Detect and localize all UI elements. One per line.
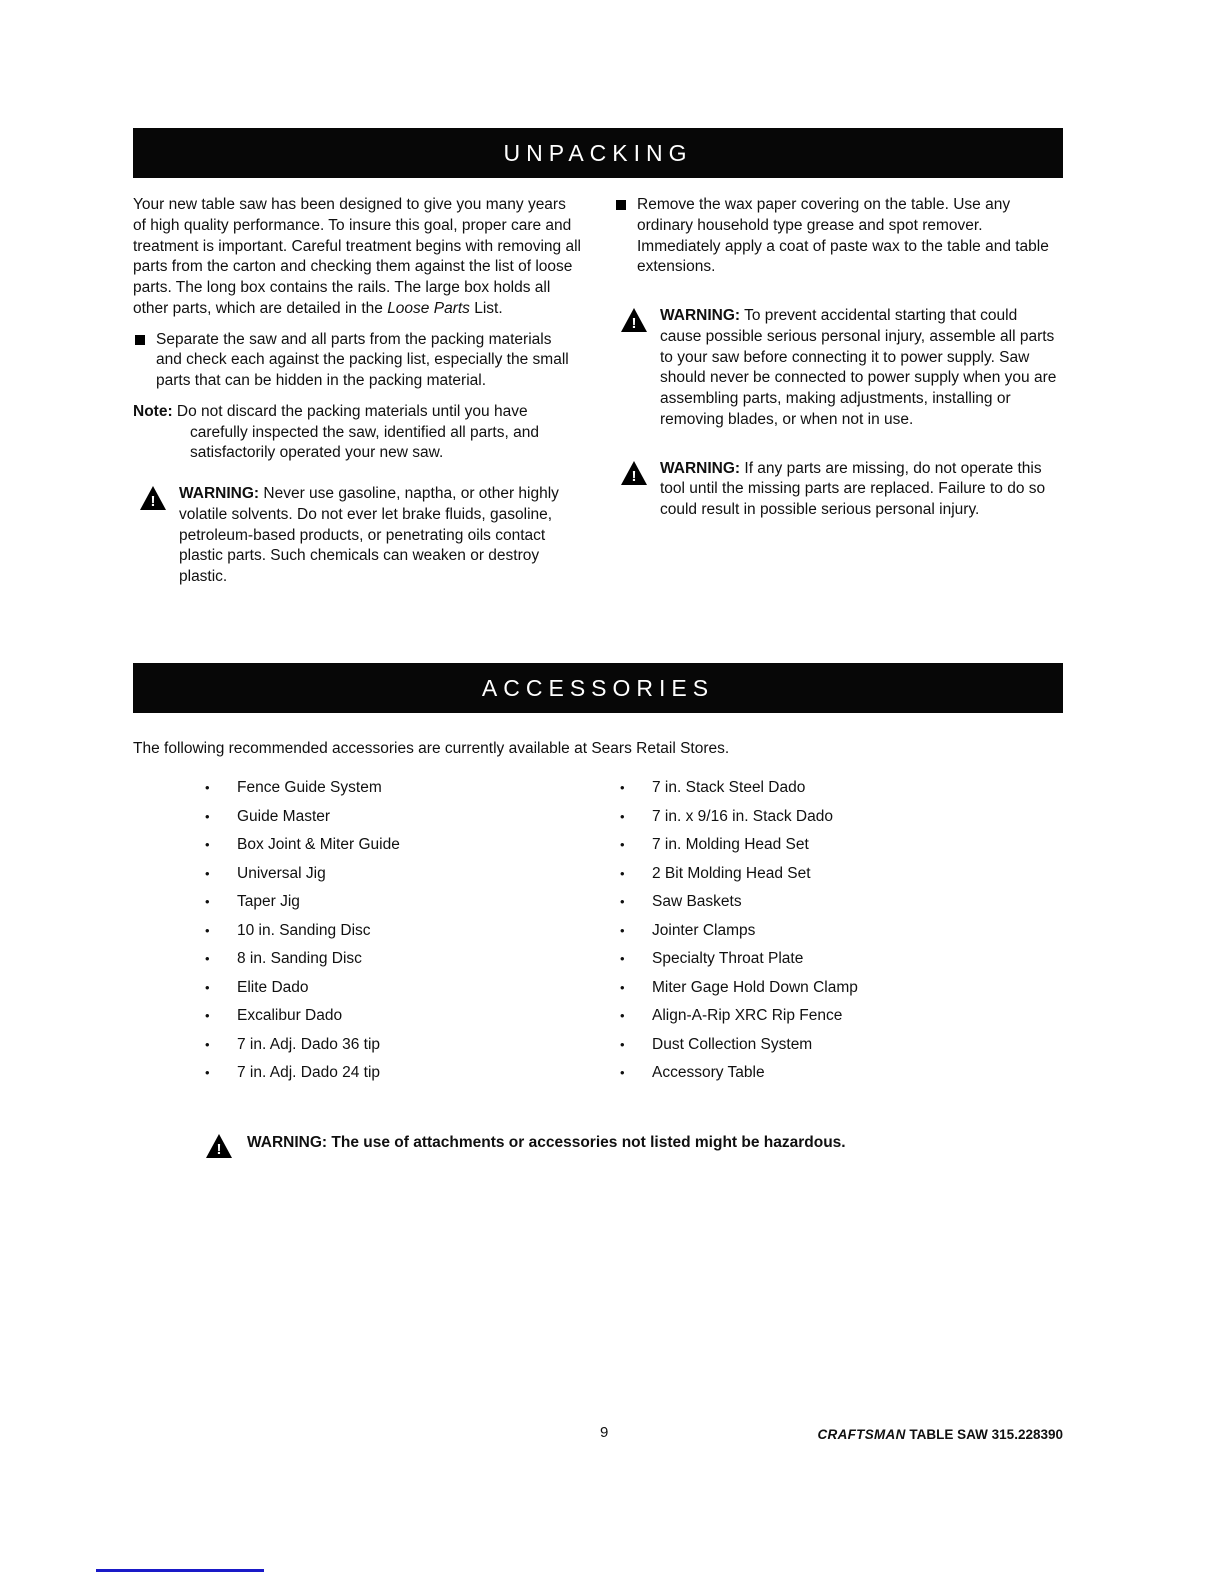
list-item-label: Taper Jig [237,893,300,910]
dot-bullet-icon: • [205,865,210,881]
list-item-label: Guide Master [237,807,331,825]
unpacking-right-column [614,195,1062,663]
list-item [620,803,858,832]
warning-accidental-starting [614,306,1062,431]
list-item-label: Specialty Throat Plate [652,950,804,967]
list-item-label: 7 in. Adj. Dado 36 tip [237,1035,381,1053]
intro-text-before: Your new table saw has been designed to give you many years of high quality performance. To insure this goal, proper care and treatment is important. Careful treatment begins with removing all parts from the carton and checking them against the list of loose parts. The long box contains the rails. The large box holds all other parts, which are detailed in the [133,196,581,317]
list-item-label: 7 in. Adj. Dado 24 tip [237,1064,381,1081]
list-item [205,803,581,832]
warning-triangle-icon [205,1133,233,1159]
dot-bullet-icon: • [620,922,625,938]
list-item [620,917,858,946]
dot-bullet-icon: • [620,1065,625,1080]
list-item-label: 10 in. Sanding Disc [237,921,371,939]
unpacking-left-column [133,195,581,663]
dot-bullet-icon: • [205,837,210,852]
list-item [205,860,581,889]
warning-missing-parts [614,459,1062,521]
unpacking-bullet-separate [133,330,581,392]
list-item-label: Excalibur Dado [237,1007,343,1024]
list-item [205,945,581,974]
list-item-label: Saw Baskets [652,893,742,910]
dot-bullet-icon: • [205,1065,210,1080]
warning-text: To prevent accidental starting that could cause possible serious personal injury, assemble all parts to your saw before connecting it to power supply. Saw should never be connected to power supply when you are assembling parts, making adjustments, installing or removing blades, or when not in use. [660,307,1057,428]
bullet-text: Separate the saw and all parts from the packing materials and check each against the packing list, especially the small parts that can be hidden in the packing material. [156,330,569,390]
warning-text: If any parts are missing, do not operate this tool until the missing parts are replaced. Failure to do so could result in possible serious personal injury. [660,459,1046,519]
dot-bullet-icon: • [620,894,625,909]
list-item-label: Dust Collection System [652,1035,813,1053]
unpacking-note [133,402,581,464]
list-item-label: Box Joint & Miter Guide [237,836,400,853]
warning-triangle-icon [620,307,648,333]
list-item-label: Elite Dado [237,978,309,996]
list-item [620,945,858,974]
list-item [620,1031,858,1060]
unpacking-bullet-wax [614,195,1062,278]
list-item-label: 7 in. Molding Head Set [652,836,809,853]
warning-text: Never use gasoline, naptha, or other highly volatile solvents. Do not ever let brake fluids, gasoline, petroleum-based products, or penetrating oils contact plastic parts. Such chemicals can weaken or destroy plastic. [179,485,559,586]
accessories-list-left [205,774,581,1088]
dot-bullet-icon: • [205,979,210,995]
bullet-text: Remove the wax paper covering on the table. Use any ordinary household type grease and spot remover. Immediately apply a coat of paste wax to the table and table extensions. [637,196,1049,276]
unpacking-title: UNPACKING [503,139,693,166]
list-item [620,1059,858,1088]
dot-bullet-icon: • [620,1036,625,1052]
svg-text:!: ! [216,1140,222,1158]
dot-bullet-icon: • [205,1008,210,1023]
list-item [620,974,858,1003]
craftsman-brand-logo: CRAFTSMAN [817,1427,906,1442]
dot-bullet-icon: • [205,894,210,909]
list-item [205,974,581,1003]
dot-bullet-icon: • [205,922,210,938]
square-bullet-icon [616,200,626,210]
unpacking-section-header [133,128,1063,178]
svg-text:!: ! [150,493,156,511]
dot-bullet-icon: • [620,837,625,852]
warning-text: The use of attachments or accessories not listed might be hazardous. [327,1133,846,1151]
footer-model-text [817,1427,1063,1442]
accessories-title: ACCESSORIES [481,674,715,701]
list-item-label: 7 in. x 9/16 in. Stack Dado [652,807,833,825]
dot-bullet-icon: • [620,808,625,824]
note-text: Do not discard the packing materials until you have carefully inspected the saw, identified all parts, and satisfactorily operated your new saw. [172,402,539,462]
accessories-columns [133,774,1063,1088]
dot-bullet-icon: • [620,780,625,795]
dot-bullet-icon: • [620,865,625,881]
list-item [205,1059,581,1088]
accessories-list-right [620,774,858,1088]
dot-bullet-icon: • [205,780,210,795]
list-item-label: 8 in. Sanding Disc [237,950,362,967]
warning-label: WARNING: [660,459,741,477]
dot-bullet-icon: • [205,808,210,824]
list-item-label: 2 Bit Molding Head Set [652,864,811,882]
list-item-label: Align-A-Rip XRC Rip Fence [652,1007,843,1024]
accessories-intro: The following recommended accessories are currently available at Sears Retail Stores. [133,740,730,757]
dot-bullet-icon: • [205,951,210,966]
page-content [133,128,1063,1158]
warning-triangle-icon [620,460,648,486]
list-item [620,1002,858,1031]
dot-bullet-icon: • [205,1036,210,1052]
list-item [205,774,581,803]
svg-text:!: ! [631,315,637,333]
list-item-label: Fence Guide System [237,779,382,796]
list-item-label: Universal Jig [237,864,326,882]
list-item [620,774,858,803]
list-item [620,888,858,917]
list-item [205,1002,581,1031]
warning-attachments [205,1133,1063,1158]
warning-label: WARNING: [660,307,741,325]
dot-bullet-icon: • [620,1008,625,1023]
intro-text-italic: Loose Parts [387,299,470,317]
dot-bullet-icon: • [620,951,625,966]
list-item [205,831,581,860]
svg-text:!: ! [631,467,637,485]
square-bullet-icon [135,335,145,345]
list-item [620,860,858,889]
warning-solvents [133,484,581,588]
footer-blue-line [96,1569,264,1572]
list-item-label: Accessory Table [652,1064,765,1081]
list-item [620,831,858,860]
list-item-label: Jointer Clamps [652,921,756,939]
warning-label: WARNING: [247,1133,328,1151]
list-item-label: 7 in. Stack Steel Dado [652,779,806,796]
list-item [205,1031,581,1060]
accessories-section-header [133,663,1063,713]
note-label: Note: [133,402,173,420]
dot-bullet-icon: • [620,979,625,995]
unpacking-intro-paragraph [133,195,581,320]
list-item [205,917,581,946]
intro-text-after: List. [469,299,503,317]
footer-model-number: TABLE SAW 315.228390 [905,1427,1063,1442]
unpacking-columns [133,195,1063,663]
warning-label: WARNING: [179,485,260,503]
list-item [205,888,581,917]
page-number: 9 [600,1424,609,1441]
warning-triangle-icon [139,485,167,511]
list-item-label: Miter Gage Hold Down Clamp [652,978,858,996]
